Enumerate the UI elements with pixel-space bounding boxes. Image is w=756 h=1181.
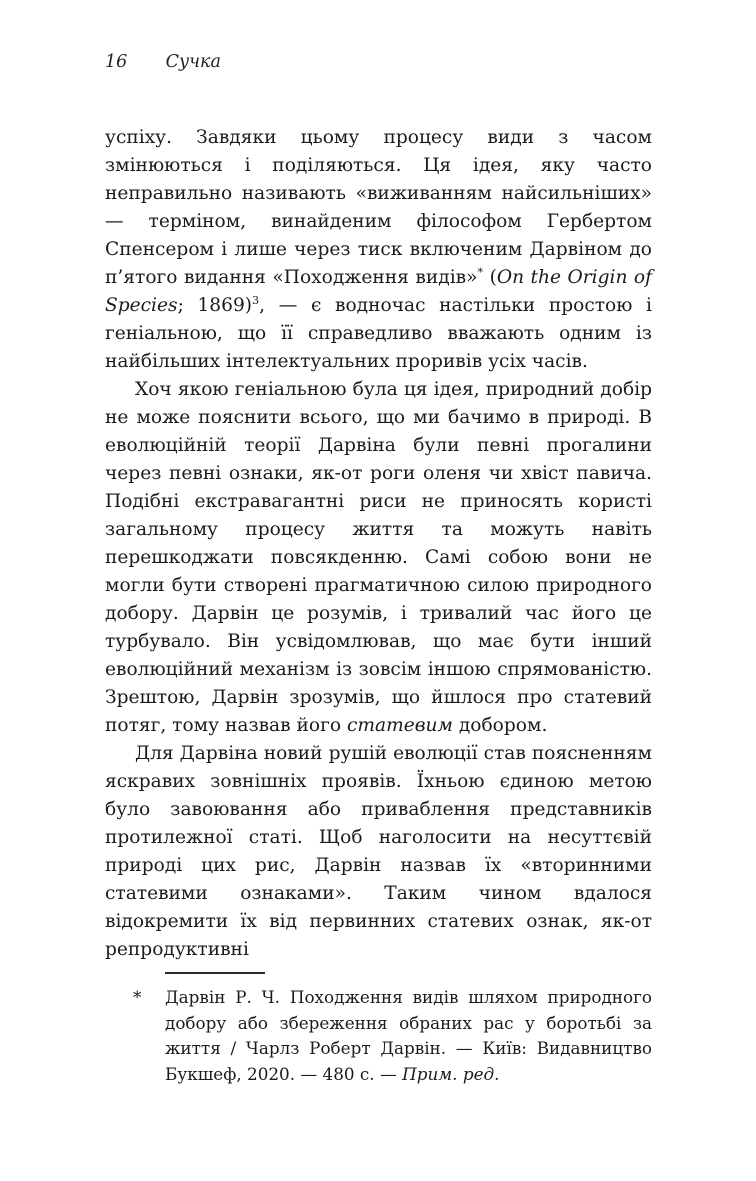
body-text <box>105 124 652 964</box>
text-run: Хоч якою геніальною була ця ідея, природний добір не може пояснити всього, що ми бачимо в природі. В еволюційній теорії Дарвіна були певні прогалини через певні ознаки, як-от роги оленя чи хвіст павича. Подібні екстравагантні риси не приносять користі загальному процесу життя та можуть навіть перешкоджати повсякденню. Самі собою вони не могли бути створені прагматичною силою природного добору. Дарвін це розумів, і тривалий час його це турбувало. Він усвідомлював, що має бути інший еволюційний механізм із зовсім іншою спрямованістю. Зрештою, Дарвін зрозумів, що йшлося про статевий потяг, тому назвав його <box>105 379 652 736</box>
text-run: Для Дарвіна новий рушій еволюції став поясненням яскравих зовнішніх проявів. Їхньою єдиною метою було завоювання або приваблення представників протилежної статі. Щоб наголосити на несуттєвій природі цих рис, Дарвін назвав їх «вторинними статевими ознаками». Таким чином вдалося відокремити їх від первинних статевих ознак, як-от репродуктивні <box>105 743 652 960</box>
paragraph <box>105 124 652 376</box>
text-run: добором. <box>452 715 548 736</box>
footnote-text <box>165 985 652 1087</box>
text-run: Дарвін Р. Ч. Походження видів шляхом природного добору або збереження обраних рас у боротьбі за життя / Чарлз Роберт Дарвін. — Київ: Видавництво Букшеф, 2020. — 480 с. — <box>165 987 652 1084</box>
text-run: Прим. ред. <box>402 1063 500 1084</box>
text-run: ; 1869) <box>177 295 253 316</box>
page-header <box>105 52 652 72</box>
paragraph <box>105 376 652 740</box>
text-run: успіху. Завдяки цьому процесу види з часом змінюються і поділяються. Ця ідея, яку часто неправильно називають «виживанням найсильніших» — терміном, винайденим філософом Гербертом Спенсером і лише через тиск включеним Дарвіном до п’ятого видання «Походження видів» <box>105 127 652 288</box>
text-run: статевим <box>346 715 453 736</box>
footnote-rule <box>165 972 265 974</box>
superscript-marker: 3 <box>252 293 260 307</box>
text-run: ( <box>483 267 497 288</box>
superscript-marker: * <box>477 265 484 279</box>
running-title: Сучка <box>165 52 221 72</box>
text-run: On the Origin of Species <box>105 267 652 316</box>
text-run: , — є водночас настільки простою і геніальною, що її справедливо вважають одним із найбільших інтелектуальних проривів усіх часів. <box>105 295 652 372</box>
footnote-marker: * <box>133 987 142 1007</box>
paragraph <box>105 740 652 964</box>
footnote <box>133 972 652 1087</box>
footnote-row <box>133 985 652 1087</box>
page-number: 16 <box>105 52 128 72</box>
